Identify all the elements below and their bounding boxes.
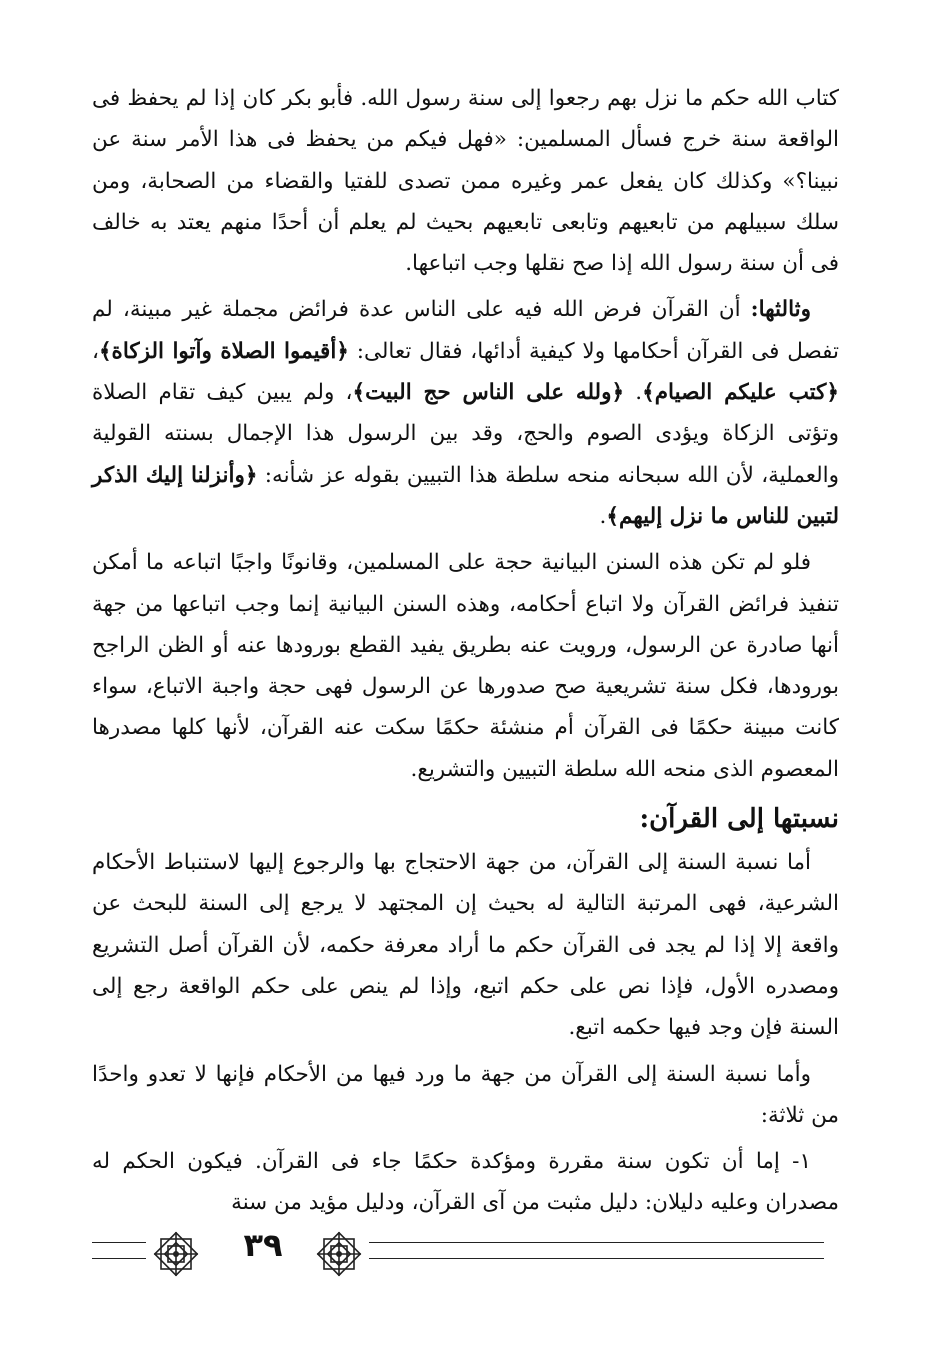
text-run: ، (92, 338, 99, 364)
section-heading: نسبتها إلى القرآن: (639, 804, 839, 835)
page-footer (0, 1218, 931, 1288)
footer-rule-left-upper (92, 1242, 146, 1243)
text-run: أن القرآن فرض الله فيه على الناس عدة فرائض مجملة غير مبينة، لم تفصل فى القرآن أحكامها ولا كيفية أدائها، فقال تعالى: (92, 297, 839, 364)
paragraph-6: ١- إما أن تكون سنة مقررة ومؤكدة حكمًا جاء فى القرآن. فيكون الحكم له مصدران وعليه دليلان: دليل مثبت من آى القرآن، ودليل مؤيد من سنة (92, 1149, 839, 1216)
page-number: ٣٩ (243, 1226, 283, 1264)
paragraph-1: كتاب الله حكم ما نزل بهم رجعوا إلى سنة رسول الله. فأبو بكر كان إذا لم يحفظ فى الواقعة سنة خرج فسأل المسلمين: «فهل فيكم من يحفظ فى هذا الأمر سنة عن نبينا؟» وكذلك كان يفعل عمر وغيره ممن تصدى للفتيا والقضاء من الصحابة، ومن سلك سبيلهم من تابعيهم وتابعى تابعيهم بحيث لم يعلم أن أحدًا منهم يعتد به خالف فى أن سنة رسول الله إذا صح نقلها وجب اتباعها. (92, 86, 839, 277)
eight-point-star-ornament-icon (313, 1228, 365, 1280)
text-run: . (599, 503, 607, 529)
text-run: . (624, 380, 643, 406)
paragraph-lead: وثالثها: (750, 297, 811, 323)
paragraph-2 (92, 289, 839, 537)
quran-verse: ﴿وأنزلنا إليك الذكر لتبين للناس ما نزل إليهم﴾ (92, 462, 839, 529)
footer-rule-right-lower (369, 1258, 824, 1259)
paragraph-4: أما نسبة السنة إلى القرآن، من جهة الاحتجاج بها والرجوع إليها لاستنباط الأحكام الشرعية، فهى المرتبة التالية له بحيث إن المجتهد لا يرجع إلى السنة للبحث عن واقعة إلا إذا لم يجد فى القرآن حكم ما أراد معرفة حكمه، لأن القرآن أصل التشريع ومصدره الأول، فإذا نص على حكم اتبع، وإذا لم ينص على حكم الواقعة رجع إلى السنة فإن وجد فيها حكمه اتبع. (92, 850, 839, 1041)
quran-verse: ﴿أقيموا الصلاة وآتوا الزكاة﴾ (98, 338, 349, 364)
paragraph-3: فلو لم تكن هذه السنن البيانية حجة على المسلمين، وقانونًا واجبًا اتباعه ما أمكن تنفيذ فرائض القرآن ولا اتباع أحكامه، وهذه السنن البيانية إنما وجب اتباعها من جهة أنها صادرة عن الرسول، ورويت عنه بطريق يفيد القطع بورودها عنه أو الظن الراجح بورودها، فكل سنة تشريعية صح صدورها عن الرسول فهى حجة واجبة الاتباع، سواء كانت مبينة حكمًا فى القرآن أم منشئة حكمًا سكت عنه القرآن، لأنها كلها مصدرها المعصوم الذى منحه الله سلطة التبيين والتشريع. (92, 550, 839, 782)
footer-rule-right-upper (369, 1242, 824, 1243)
quran-verse: ﴿كتب عليكم الصيام﴾ (642, 380, 840, 406)
quran-verse: ﴿ولله على الناس حج البيت﴾ (352, 380, 625, 406)
footer-rule-left-lower (92, 1258, 146, 1259)
eight-point-star-ornament-icon (150, 1228, 202, 1280)
paragraph-5: وأما نسبة السنة إلى القرآن من جهة ما ورد فيها من الأحكام فإنها لا تعدو واحدًا من ثلاثة: (92, 1061, 839, 1128)
page-body (92, 78, 839, 1229)
text-run: ، ولم يبين كيف تقام الصلاة وتؤتى الزكاة ويؤدى الصوم والحج، وقد بين الرسول هذا الإجمال بسنته القولية والعملية، لأن الله سبحانه منحه سلطة هذا التبيين بقوله عز شأنه: (92, 380, 839, 488)
